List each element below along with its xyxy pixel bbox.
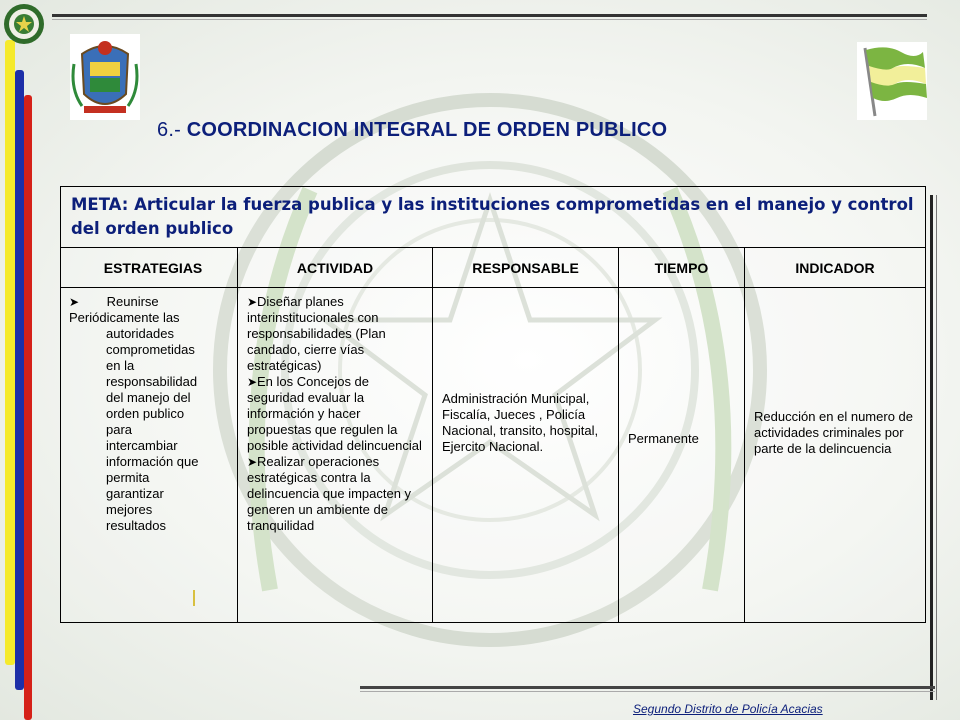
activity-text: En los Concejos de seguridad evaluar la información y hacer propuestas que regulen la posible actividad delincuencial [247, 374, 422, 453]
meta-statement: META: Articular la fuerza publica y las instituciones comprometidas en el manejo y control del orden publico [61, 187, 925, 248]
header-indicator: INDICADOR [795, 259, 875, 276]
header-responsible: RESPONSABLE [433, 248, 619, 287]
top-divider-thin [52, 19, 927, 20]
strategy-line: orden publico [106, 406, 185, 421]
plan-table [60, 186, 926, 623]
right-divider-thin [936, 195, 937, 700]
footer-label: Segundo Distrito de Policía Acacias [633, 702, 823, 716]
responsible-text: Administración Municipal, Fiscalía, Jueces , Policía Nacional, transito, hospital, Ejercito Nacional. [442, 391, 599, 454]
activity-text: Diseñar planes interinstitucionales con responsabilidades (Plan candado, cierre vías estratégicas) [247, 294, 386, 373]
strategy-line: garantizar [106, 486, 164, 501]
strategy-second-line: Periódicamente las [69, 310, 180, 325]
strategy-first-line: Reunirse [106, 294, 159, 309]
strategy-line: responsabilidad [106, 374, 198, 389]
activity-item [247, 374, 428, 454]
yellow-stripe [5, 40, 15, 665]
header-activity: ACTIVIDAD [238, 248, 433, 287]
text-cursor-mark [193, 590, 195, 606]
arrow-bullet-icon: ➤ [247, 375, 258, 389]
strategy-line: autoridades [106, 326, 174, 341]
red-stripe [24, 95, 32, 720]
header-time: TIEMPO [619, 248, 745, 287]
strategy-cell [61, 288, 238, 622]
arrow-bullet-icon: ➤ [69, 295, 80, 309]
right-divider [930, 195, 933, 700]
strategy-line: del manejo del [106, 390, 191, 405]
strategy-line: en la [106, 358, 135, 373]
bottom-divider [360, 686, 935, 689]
activity-cell [238, 288, 433, 622]
strategy-line: para [106, 422, 133, 437]
activity-item [247, 294, 428, 374]
flag-icon [857, 42, 927, 120]
title-text: COORDINACION INTEGRAL DE ORDEN PUBLICO [186, 119, 668, 141]
strategy-line: comprometidas [106, 342, 195, 357]
responsible-cell [433, 288, 619, 622]
time-text: Permanente [628, 431, 699, 446]
arrow-bullet-icon: ➤ [247, 455, 258, 469]
activity-item [247, 454, 428, 534]
strategy-line: resultados [106, 518, 166, 533]
strategy-line: intercambiar [106, 438, 178, 453]
bottom-divider-thin [360, 691, 935, 692]
indicator-cell [745, 288, 925, 622]
coat-of-arms-icon [70, 34, 140, 120]
arrow-bullet-icon: ➤ [247, 295, 258, 309]
indicator-text: Reducción en el numero de actividades criminales por parte de la delincuencia [754, 409, 913, 456]
page-title [157, 119, 667, 142]
strategy-line: mejores [106, 502, 153, 517]
title-number: 6.- [157, 119, 181, 141]
table-header [61, 248, 925, 288]
police-badge-icon [3, 3, 45, 45]
activity-text: Realizar operaciones estratégicas contra la delincuencia que impacten y generen un ambiente de tranquilidad [247, 454, 412, 533]
table-row [61, 288, 925, 622]
time-cell [619, 288, 745, 622]
top-divider [52, 14, 927, 17]
strategy-line: permita [106, 470, 150, 485]
header-strategies: ESTRATEGIAS [61, 248, 238, 287]
blue-stripe [15, 70, 24, 690]
strategy-line: información que [106, 454, 199, 469]
